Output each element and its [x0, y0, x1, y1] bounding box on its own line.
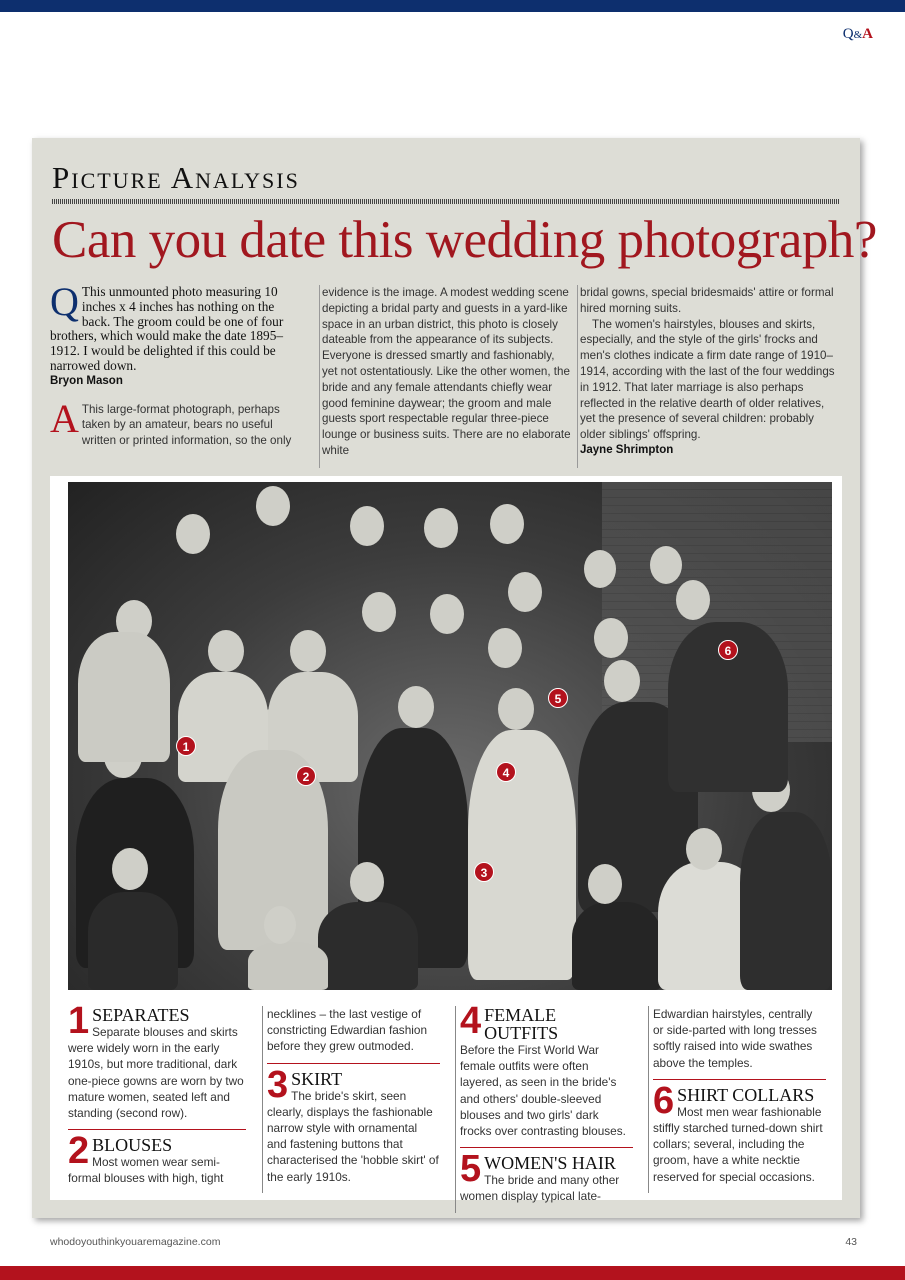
- notes-column-4: [648, 1006, 826, 1193]
- note-title: SKIRT: [291, 1068, 343, 1089]
- divider: [267, 1063, 440, 1064]
- divider: [653, 1079, 826, 1080]
- bride-dress: [468, 730, 576, 980]
- note-text: Most women wear semi-formal blouses with high, tight: [68, 1155, 224, 1186]
- wedding-photograph: [68, 482, 832, 990]
- note-title: SHIRT COLLARS: [677, 1084, 815, 1105]
- note-text: Edwardian hairstyles, centrally or side-parted with long tresses softly raised into wide swathes above the temples.: [653, 1007, 817, 1070]
- top-color-bar: [0, 0, 905, 12]
- note-female-outfits: [460, 1000, 633, 1139]
- note-title: BLOUSES: [92, 1135, 173, 1156]
- child: [572, 902, 662, 990]
- note-blouses-cont: [267, 1006, 440, 1055]
- person-head: [430, 594, 464, 634]
- page-number: 43: [845, 1236, 857, 1248]
- answer-text-3a: bridal gowns, special bridesmaids' attire or formal hired morning suits.: [580, 286, 834, 315]
- note-text: The bride's skirt, seen clearly, displays the fashionable narrow style with ornamental and fastening buttons that characterised the 'hobble skirt' of the early 1910s.: [267, 1088, 439, 1184]
- person-head: [650, 546, 682, 584]
- child: [248, 942, 328, 990]
- divider: [460, 1147, 633, 1148]
- note-title: SEPARATES: [92, 1005, 190, 1025]
- note-text: Most men wear fashionable stiffly starched turned-down shirt collars; several, including the groom, have a white necktie reserved for special occasions.: [653, 1104, 823, 1184]
- note-number: 1: [68, 1000, 90, 1042]
- notes-column-3: [455, 1000, 633, 1213]
- person-head: [350, 506, 384, 546]
- person-head: [112, 848, 148, 890]
- question-dropcap: Q: [50, 279, 79, 324]
- person-head: [676, 580, 710, 620]
- headline: Can you date this wedding photograph?: [52, 211, 877, 269]
- person-head: [264, 906, 296, 944]
- marker-4: 4: [496, 762, 516, 782]
- child: [88, 892, 178, 990]
- marker-3: 3: [474, 862, 494, 882]
- bottom-color-bar: [0, 1266, 905, 1280]
- intro-column-2: [319, 285, 573, 468]
- note-text: Before the First World War female outfits were often layered, as seen in the bride's and others' double-sleeved blouses and two girls' dark frocks over contrasting blouses.: [460, 1043, 626, 1139]
- intro-column-1: [50, 279, 304, 468]
- person-head: [176, 514, 210, 554]
- person-head: [508, 572, 542, 612]
- answer-author: Jayne Shrimpton: [580, 443, 674, 456]
- answer-dropcap: A: [50, 395, 79, 441]
- note-number: 3: [267, 1063, 289, 1106]
- answer-text-1: This large-format photograph, perhaps taken by an amateur, bears no useful written or printed information, so the only: [81, 402, 292, 448]
- article-panel: [32, 138, 877, 1218]
- answer-text-2: evidence is the image. A modest wedding scene depicting a bridal party and guests in a yard-like space in an urban district, this photo is closely dateable from the appearance of its subjects. Everyone is dressed smartly and fashionably, yet not ostentatiously. Like the other women, the bride and any female attendants chiefly wear good feminine daywear; the groom and male guests sport respectable regular three-piece lounge or business suits. There are no elaborate white: [322, 286, 571, 457]
- note-text: Separate blouses and skirts were widely worn in the early 1910s, but more traditional, dark one-piece gowns are worn by two mature women, seated left and standing (second row).: [68, 1025, 244, 1121]
- person-head: [594, 618, 628, 658]
- footer-url: whodoyouthinkyouaremagazine.com: [50, 1236, 221, 1248]
- kicker: Picture Analysis: [52, 160, 300, 195]
- person-head: [256, 486, 290, 526]
- note-title: WOMEN'S HAIR: [484, 1153, 616, 1174]
- note-text: necklines – the last vestige of constricting Edwardian fashion before they grew outmoded.: [267, 1007, 428, 1054]
- person-head: [604, 660, 640, 702]
- tag-q: Q: [842, 26, 854, 42]
- photo-frame: [50, 476, 842, 1000]
- tag-a: A: [862, 26, 873, 42]
- note-blouses: [68, 1130, 246, 1186]
- child: [740, 812, 832, 990]
- person-head: [208, 630, 244, 672]
- person-head: [588, 864, 622, 904]
- note-separates: [68, 1000, 246, 1121]
- person-head: [290, 630, 326, 672]
- tag-amp: &: [853, 29, 863, 41]
- marker-2: 2: [296, 766, 316, 786]
- marker-6: 6: [718, 640, 738, 660]
- person-head: [498, 688, 534, 730]
- person-blouse: [78, 632, 170, 762]
- notes-column-1: [68, 1000, 246, 1195]
- section-tag: [843, 26, 873, 43]
- person-head: [584, 550, 616, 588]
- dotted-rule: [52, 199, 840, 204]
- person-head: [362, 592, 396, 632]
- note-text: The bride and many other women display typical late-: [460, 1173, 620, 1204]
- marker-5: 5: [548, 688, 568, 708]
- notes-box: [50, 1000, 842, 1204]
- person-head: [488, 628, 522, 668]
- intro-column-3: [577, 285, 841, 468]
- marker-1: 1: [176, 736, 196, 756]
- note-number: 4: [460, 1000, 482, 1042]
- note-womens-hair: [460, 1148, 633, 1204]
- notes-column-2: [262, 1006, 440, 1193]
- child: [318, 902, 418, 990]
- question-author: Bryon Mason: [50, 374, 123, 387]
- note-number: 6: [653, 1079, 675, 1122]
- person-head: [490, 504, 524, 544]
- question: [50, 279, 304, 374]
- person-head: [350, 862, 384, 902]
- person-head: [398, 686, 434, 728]
- note-skirt: [267, 1063, 440, 1185]
- note-number: 2: [68, 1130, 90, 1173]
- answer-start: [50, 395, 304, 449]
- question-text: This unmounted photo measuring 10 inches x 4 inches has nothing on the back. The groom could be one of four brothers, which would make the date 1895–1912. I would be delighted if this could be narrowed down.: [50, 284, 284, 373]
- note-womens-hair-cont: [653, 1006, 826, 1071]
- person-head: [686, 828, 722, 870]
- note-shirt-collars: [653, 1079, 826, 1185]
- divider: [68, 1129, 246, 1130]
- answer-text-3b: The women's hairstyles, blouses and skirts, especially, and the style of the girls' frocks and men's clothes indicate a firm date range of 1910–1914, according with the last of the four weddings in 1912. That later marriage is also perhaps reflected in the relative dearth of older relatives, yet the presence of several children: probably older siblings' offspring.: [580, 317, 835, 442]
- note-number: 5: [460, 1148, 482, 1191]
- person-head: [424, 508, 458, 548]
- note-title: FEMALE OUTFITS: [484, 1005, 559, 1043]
